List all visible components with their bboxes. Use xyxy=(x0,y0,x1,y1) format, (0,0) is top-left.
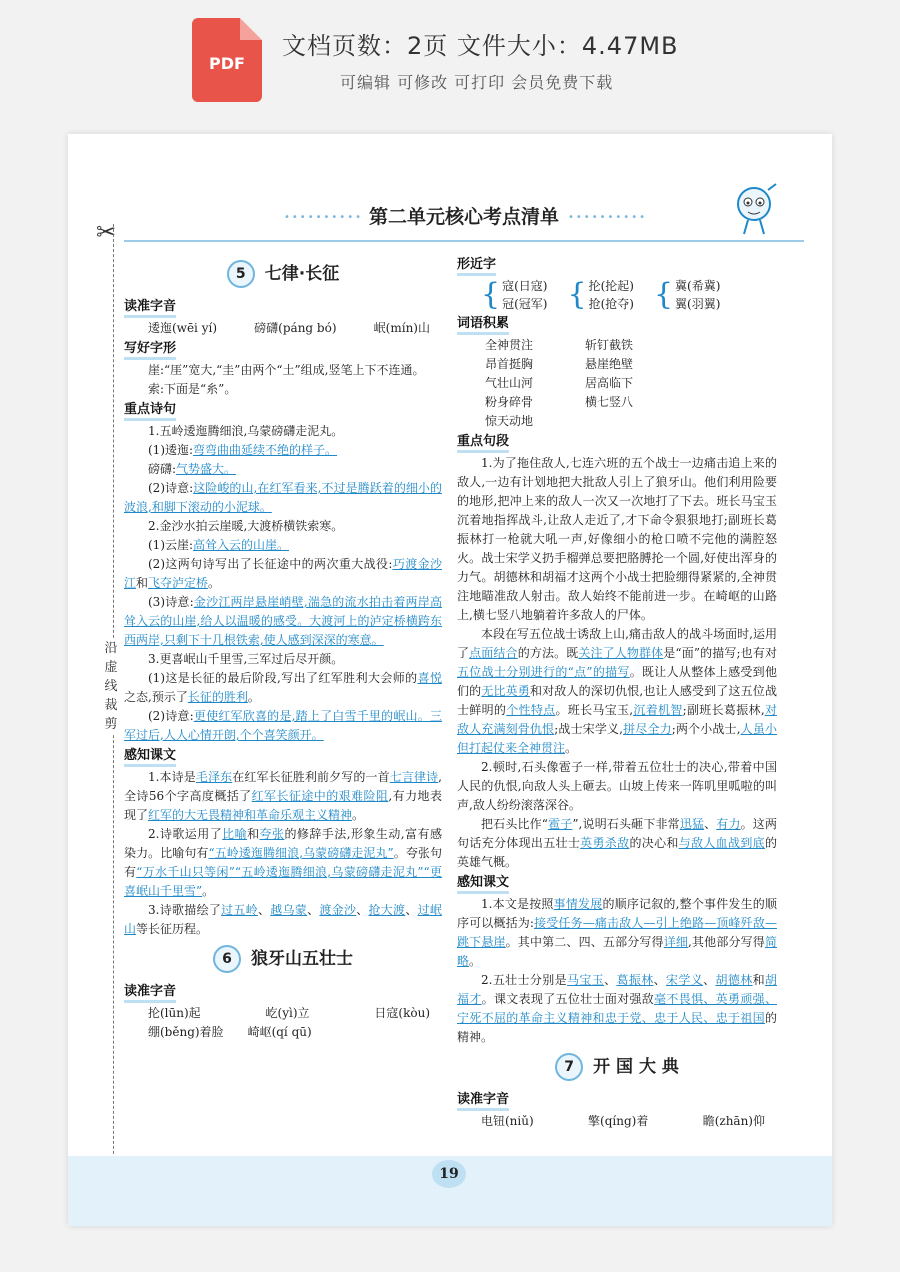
pinyin-item: 岷(mín)山 xyxy=(373,321,430,335)
similar-chars xyxy=(457,277,777,313)
note-paragraph: (2)诗意:更使红军欣喜的是,踏上了白雪千里的岷山。三军过后,人人心情开朗,个个喜笑颜开。 xyxy=(124,709,442,742)
left-column xyxy=(124,254,442,1042)
text-paragraph: 2.诗歌运用了比喻和夸张的修辞手法,形象生动,富有感染力。比喻句有“五岭逶迤腾细浪,乌蒙磅礴走泥丸”。夸张句有“万水千山只等闲”“五岭逶迤腾细浪,乌蒙磅礴走泥丸”“更喜岷山千里雪”。 xyxy=(124,827,442,898)
section-heading: 形近字 xyxy=(457,256,496,276)
cut-instruction: 沿虚线裁剪 xyxy=(102,639,120,734)
lesson-title: 狼牙山五壮士 xyxy=(251,948,353,969)
quoted-passage: 2.顿时,石头像雹子一样,带着五位壮士的决心,带着中国人民的仇恨,向敌人头上砸去。山坡上传来一阵叽里呱啦的叫声,敌人纷纷滚落深谷。 xyxy=(457,760,777,812)
section-heading: 感知课文 xyxy=(457,874,509,894)
pinyin-item: 瞻(zhān)仰 xyxy=(702,1114,765,1128)
pinyin-row xyxy=(124,1023,442,1042)
worksheet-page xyxy=(68,134,832,1226)
pinyin-item: 擎(qíng)着 xyxy=(588,1114,649,1128)
note-paragraph: (1)云崖:高耸入云的山崖。 xyxy=(148,538,290,552)
analysis-paragraph: 把石头比作“雹子”,说明石头砸下非常迅猛、有力。这两句话充分体现出五壮士英勇杀敌的决心和与敌人血战到底的英雄气概。 xyxy=(457,817,777,869)
lesson-6-heading xyxy=(124,943,442,975)
title-dots-right: •••••••••• xyxy=(568,212,647,223)
word-item: 昂首挺胸 xyxy=(485,357,534,371)
lesson-number: 6 xyxy=(213,945,241,973)
word-item: 居高临下 xyxy=(585,376,634,390)
scissors-icon: ✂ xyxy=(96,218,117,246)
pinyin-row xyxy=(457,1112,777,1131)
word-grid xyxy=(457,336,777,431)
similar-group: { 抡(抡起) 抢(抢夺) xyxy=(567,277,634,312)
pdf-icon: PDF xyxy=(192,18,262,102)
section-heading: 读准字音 xyxy=(457,1091,509,1111)
pinyin-item: 崎岖(qí qū) xyxy=(247,1025,312,1039)
pinyin-item: 绷(běng)着脸 xyxy=(148,1025,224,1039)
pinyin-item: 日寇(kòu) xyxy=(374,1006,430,1020)
doc-info-line: 文档页数：2页 文件大小：4.47MB xyxy=(282,32,679,60)
page-title-bar xyxy=(124,200,804,236)
text-paragraph: 2.五壮士分别是马宝玉、葛振林、宋学义、胡德林和胡福才。课文表现了五位壮士面对强敌毫不畏惧、英勇顽强、宁死不屈的革命主义精神和忠于党、忠于人民、忠于祖国的精神。 xyxy=(457,973,777,1044)
pinyin-item: 磅礴(páng bó) xyxy=(254,321,337,335)
lesson-number: 5 xyxy=(227,260,255,288)
pinyin-item: 屹(yì)立 xyxy=(265,1006,310,1020)
section-heading: 重点句段 xyxy=(457,433,509,453)
note-paragraph: 磅礴:气势盛大。 xyxy=(148,462,237,476)
word-item: 粉身碎骨 xyxy=(485,395,534,409)
section-heading: 感知课文 xyxy=(124,747,176,767)
word-item: 惊天动地 xyxy=(485,414,534,428)
pinyin-row xyxy=(124,1004,442,1023)
section-heading: 读准字音 xyxy=(124,298,176,318)
similar-group: { 寇(日寇) 冠(冠军) xyxy=(481,277,548,312)
section-heading: 重点诗句 xyxy=(124,401,176,421)
doc-sub-line: 可编辑 可修改 可打印 会员免费下载 xyxy=(340,73,614,92)
title-dots-left: •••••••••• xyxy=(284,212,363,223)
analysis-paragraph: 本段在写五位战士诱敌上山,痛击敌人的战斗场面时,运用了点面结合的方法。既关注了人物群体是“面”的描写;也有对五位战士分别进行的“点”的描写。既让人从整体上感受到他们的无比英勇和对敌人的深切仇恨,也让人感受到了这五位战士鲜明的个性特点。班长马宝玉,沉着机智;副班长葛振林,对敌人充满刻骨仇恨;战士宋学义,拼尽全力;两个小战士,人虽小但打起仗来全神贯注。 xyxy=(457,627,777,755)
page-number: 19 xyxy=(432,1160,466,1188)
section-heading: 词语积累 xyxy=(457,315,509,335)
word-item: 全神贯注 xyxy=(485,338,534,352)
mascot-icon xyxy=(732,182,780,238)
text-paragraph: 1.本文是按照事情发展的顺序记叙的,整个事件发生的顺序可以概括为:接受任务—痛击敌人—引上绝路—顶峰歼敌—跳下悬崖。其中第二、四、五部分写得详细,其他部分写得简略。 xyxy=(457,897,777,968)
word-item: 斩钉截铁 xyxy=(585,338,634,352)
document-header xyxy=(0,0,900,120)
similar-group: { 冀(希冀) 翼(羽翼) xyxy=(653,277,721,312)
lesson-title: 七律·长征 xyxy=(264,263,340,284)
note-paragraph: (1)这是长征的最后阶段,写出了红军胜利大会师的喜悦之态,预示了长征的胜利。 xyxy=(124,671,442,704)
pinyin-item: 抡(lūn)起 xyxy=(148,1006,201,1020)
word-item: 气壮山河 xyxy=(485,376,534,390)
word-item: 悬崖绝壁 xyxy=(585,357,634,371)
poem-line: 1.五岭逶迤腾细浪,乌蒙磅礴走泥丸。 xyxy=(148,424,344,438)
note-paragraph: (3)诗意:金沙江两岸悬崖峭壁,湍急的流水拍击着两岸高耸入云的山崖,给人以温暖的感受。大渡河上的泸定桥横跨东西两岸,只剩下十几根铁索,使人感到深深的寒意。 xyxy=(124,595,442,647)
pinyin-row xyxy=(124,319,442,338)
title-underline xyxy=(124,240,804,242)
word-item: 横七竖八 xyxy=(585,395,634,409)
poem-line: 3.更喜岷山千里雪,三军过后尽开颜。 xyxy=(148,652,344,666)
note-paragraph: (2)诗意:这险峻的山,在红军看来,不过是腾跃着的细小的波浪,和脚下滚动的小泥球。 xyxy=(124,481,442,514)
lesson-7-heading xyxy=(457,1051,777,1083)
text-paragraph: 1.本诗是毛泽东在红军长征胜利前夕写的一首七言律诗,全诗56个字高度概括了红军长征途中的艰难险阻,有力地表现了红军的大无畏精神和革命乐观主义精神。 xyxy=(124,770,442,822)
lesson-title: 开 国 大 典 xyxy=(593,1056,679,1077)
note-paragraph: (1)逶迤:弯弯曲曲延续不绝的样子。 xyxy=(148,443,338,457)
right-column xyxy=(457,254,777,1131)
text-paragraph: 3.诗歌描绘了过五岭、越乌蒙、渡金沙、抢大渡、过岷山等长征历程。 xyxy=(124,903,442,936)
text-paragraph: 崖:“厓”宽大,“圭”由两个“土”组成,竖笔上下不连通。 xyxy=(148,363,425,377)
note-paragraph: (2)这两句诗写出了长征途中的两次重大战役:巧渡金沙江和飞夺泸定桥。 xyxy=(124,557,442,590)
section-heading: 读准字音 xyxy=(124,983,176,1003)
pinyin-item: 电钮(niǔ) xyxy=(481,1114,534,1128)
pinyin-item: 逶迤(wēi yí) xyxy=(148,321,218,335)
poem-line: 2.金沙水拍云崖暖,大渡桥横铁索寒。 xyxy=(148,519,344,533)
quoted-passage: 1.为了拖住敌人,七连六班的五个战士一边痛击追上来的敌人,一边有计划地把大批敌人引上了狼牙山。他们利用险要的地形,把冲上来的敌人一次又一次地打了下去。班长马宝玉沉着地指挥战斗,让敌人走近了,才下命令狠狠地打;副班长葛振林打一枪就大吼一声,好像细小的枪口喷不完他的满腔怒火。战士宋学义扔手榴弹总要把胳膊抡一个圆,好使出浑身的力气。胡德林和胡福才这两个小战士把脸绷得紧紧的,全神贯注地瞄准敌人射击。敌人始终不能前进一步。在崎岖的山路上,横七竖八地躺着许多敌人的尸体。 xyxy=(457,456,777,622)
text-paragraph: 索:下面是“糸”。 xyxy=(148,382,237,396)
lesson-number: 7 xyxy=(555,1053,583,1081)
section-heading: 写好字形 xyxy=(124,340,176,360)
lesson-5-heading xyxy=(124,258,442,290)
page-title: 第二单元核心考点清单 xyxy=(368,206,559,228)
